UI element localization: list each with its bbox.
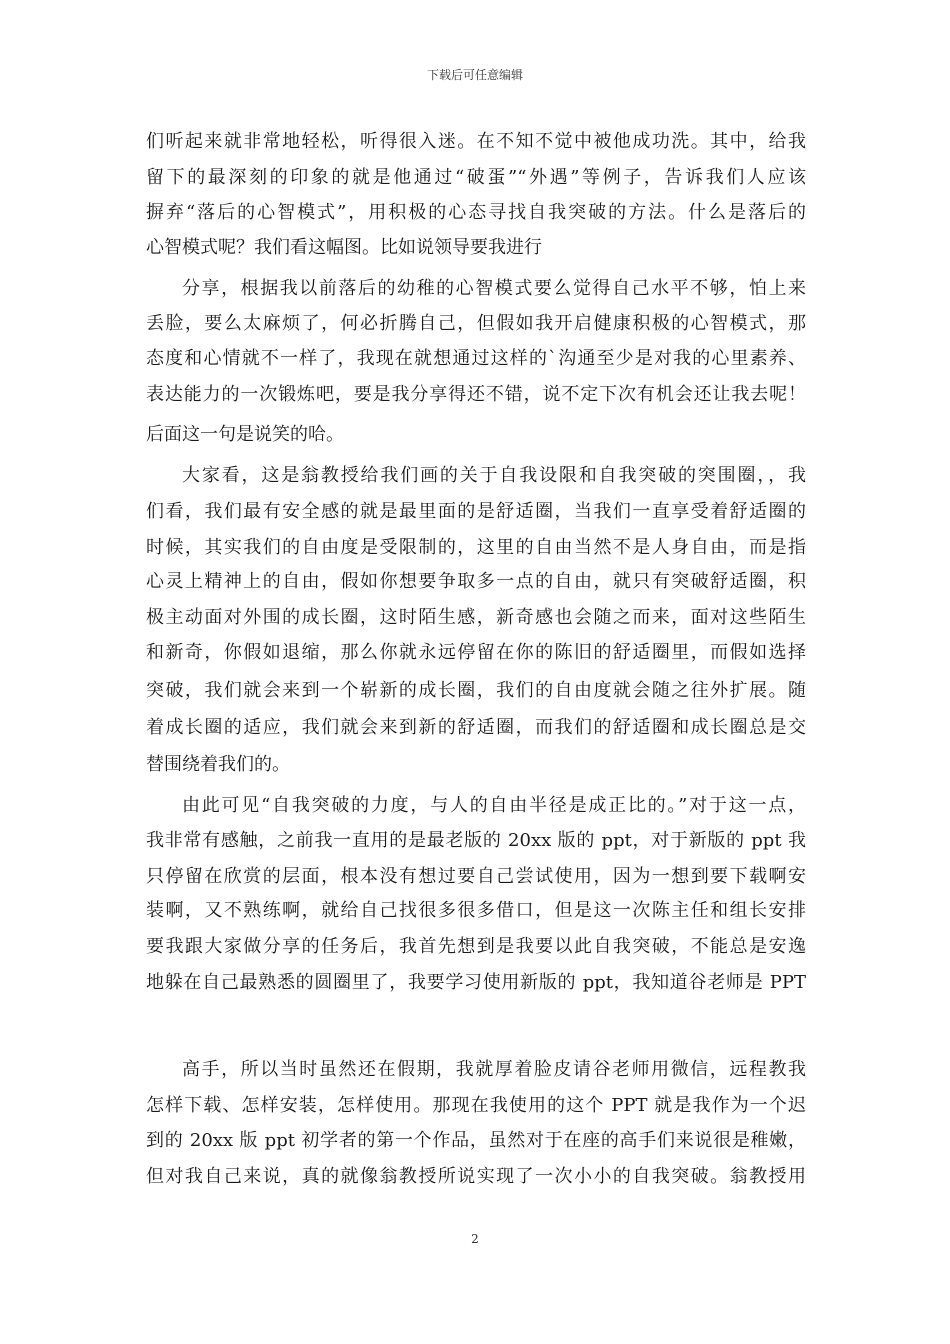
text-line: 只停留在欣赏的层面，根本没有想过要自己尝试使用，因为一想到要下载啊安: [146, 866, 806, 887]
text-line: 装啊，又不熟练啊，就给自己找很多很多借口，但是这一次陈主任和组长安排: [146, 900, 806, 921]
text-line: 们看，我们最有安全感的就是最里面的是舒适圈，当我们一直享受着舒适圈的: [146, 501, 806, 522]
text-line: 着成长圈的适应，我们就会来到新的舒适圈，而我们的舒适圈和成长圈总是交: [146, 717, 806, 738]
text-line: 心灵上精神上的自由，假如你想要争取多一点的自由，就只有突破舒适圈，积: [146, 571, 806, 592]
text-line: 到的 20xx 版 ppt 初学者的第一个作品，虽然对于在座的高手们来说很是稚嫩，: [146, 1130, 806, 1151]
text-line: 态度和心情就不一样了，我现在就想通过这样的`沟通至少是对我的心里素养、: [146, 348, 806, 369]
text-line: 极主动面对外围的成长圈，这时陌生感，新奇感也会随之而来，面对这些陌生: [146, 607, 806, 628]
text-line: 地躲在自己最熟悉的圆圈里了，我要学习使用新版的 ppt，我知道谷老师是 PPT: [146, 972, 806, 993]
text-line: 替围绕着我们的。: [146, 754, 290, 775]
text-line: 要我跟大家做分享的任务后，我首先想到是我要以此自我突破，不能总是安逸: [146, 936, 806, 957]
text-line: 后面这一句是说笑的哈。: [146, 424, 344, 445]
text-line: 和新奇，你假如退缩，那么你就永远停留在你的陈旧的舒适圈里，而假如选择: [146, 642, 806, 663]
text-line: 们听起来就非常地轻松，听得很入迷。在不知不觉中被他成功洗。其中，给我: [146, 131, 806, 152]
text-line: 怎样下载、怎样安装，怎样使用。那现在我使用的这个 PPT 就是我作为一个迟: [146, 1095, 806, 1116]
text-line: 丢脸，要么太麻烦了，何必折腾自己，但假如我开启健康积极的心智模式，那: [146, 313, 806, 334]
text-line: 心智模式呢？我们看这幅图。比如说领导要我进行: [146, 237, 542, 258]
text-line: 分享，根据我以前落后的幼稚的心智模式要么觉得自己水平不够，怕上来: [182, 278, 806, 299]
text-line: 表达能力的一次锻炼吧，要是我分享得还不错，说不定下次有机会还让我去呢！: [146, 384, 806, 405]
text-line: 由此可见“自我突破的力度，与人的自由半径是成正比的。”对于这一点，: [182, 795, 806, 816]
text-line: 我非常有感触，之前我一直用的是最老版的 20xx 版的 ppt，对于新版的 ppt 我: [146, 830, 806, 851]
text-line: 留下的最深刻的印象的就是他通过“破蛋”“外遇”等例子，告诉我们人应该: [146, 167, 806, 188]
page-number: 2: [471, 1232, 479, 1246]
page-header: 下载后可任意编辑: [426, 68, 523, 82]
text-line: 时候，其实我们的自由度是受限制的，这里的自由当然不是人身自由，而是指: [146, 537, 806, 558]
text-line: 摒弃“落后的心智模式”，用积极的心态寻找自我突破的方法。什么是落后的: [146, 202, 806, 223]
text-line: 但对我自己来说，真的就像翁教授所说实现了一次小小的自我突破。翁教授用: [146, 1166, 806, 1187]
text-line: 突破，我们就会来到一个崭新的成长圈，我们的自由度就会随之往外扩展。随: [146, 680, 806, 701]
text-line: 高手，所以当时虽然还在假期，我就厚着脸皮请谷老师用微信，远程教我: [182, 1059, 806, 1080]
text-line: 大家看，这是翁教授给我们画的关于自我设限和自我突破的突围圈，，我: [182, 465, 806, 486]
